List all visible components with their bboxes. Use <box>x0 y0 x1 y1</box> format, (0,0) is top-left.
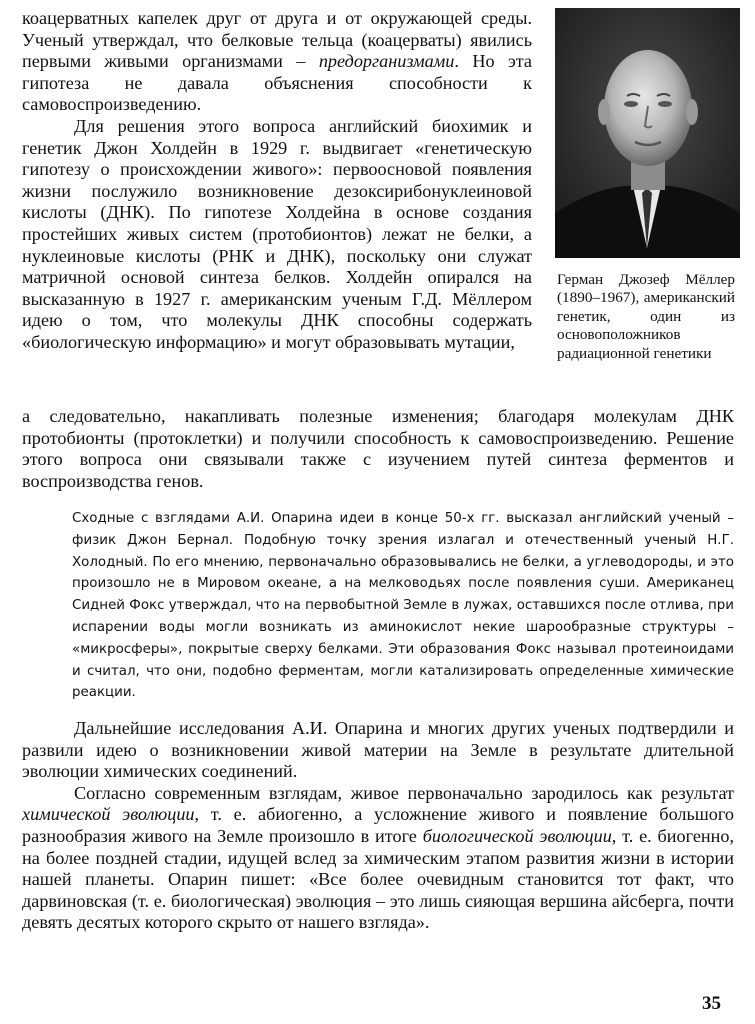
paragraph <box>22 783 734 934</box>
portrait-photo-icon <box>555 8 740 258</box>
portrait-photo <box>555 8 740 258</box>
sidebar-note <box>72 508 734 704</box>
sidebar-paragraph: Сходные с взглядами А.И. Опарина идеи в конце 50-х гг. высказал английский ученый – физик Джон Бернал. Подобную точку зрения излагал и отечественный ученый Н.Г. Холодный. По его мнению, первоначально образовывались не белки, а углеводороды, и это произошло не в Мировом океане, а на мелководьях после появления суши. Американец Сидней Фокс утверждал, что на первобытной Земле в лужах, оставшихся после отлива, при испарении воды могли возникать из аминокислот некие шарообразные структуры – «микросферы», покрытые сверху белками. Эти образования Фокс называл протеиноидами и считал, что они, подобно ферментам, могли катализировать определенные химические реакции. <box>72 511 734 701</box>
portrait-caption: Герман Джозеф Мёллер (1890–1967), американский генетик, один из основоположников радиационной генетики <box>557 271 735 362</box>
emphasis-text: химической эволюции <box>22 804 195 825</box>
paragraph-text: коацерватных капелек друг от друга и от окружающей среды. Ученый утверждал, что белковые тельца (коацерваты) явились первыми живыми организмами – <box>22 8 532 72</box>
paragraph-text: , т. е. биогенно, на более поздней стадии, идущей вслед за химическим этапом развития жизни в истории нашей планеты. Опарин пишет: «Все более очевидным становится тот факт, что дарвиновская (т. е. биологическая) эволюция – это лишь сияющая вершина айсберга, почти девять десятых которого скрыто от нашего взгляда». <box>22 825 735 933</box>
main-text-top <box>22 8 532 354</box>
paragraph: а следовательно, накапливать полезные изменения; благодаря молекулам ДНК протобионты (протоклетки) и получили способность к самовоспроизведению. Решение этого вопроса они связывали также с изучением путей синтеза ферментов и воспроизводства генов. <box>22 406 734 491</box>
paragraph <box>22 8 532 116</box>
paragraph: Дальнейшие исследования А.И. Опарина и многих других ученых подтвердили и развили идею о возникновении живой материи на Земле в результате длительной эволюции химических соединений. <box>22 718 734 782</box>
paragraph-text: Согласно современным взглядам, живое первоначально зародилось как результат <box>74 782 734 803</box>
paragraph-text: , т. е. абиогенно, а усложнение живого и появление большого разнообразия живого на Земле произошло в итоге <box>22 804 734 846</box>
main-text-bottom <box>22 718 734 934</box>
main-text-wide <box>22 406 734 492</box>
emphasis-text: предорганизмами <box>318 51 455 72</box>
paragraph: Для решения этого вопроса английский биохимик и генетик Джон Холдейн в 1929 г. выдвигает «генетическую гипотезу о происхождении живого»: первоосновой появления жизни послужило возникновение дезоксирибонуклеиновой кислоты (ДНК). По гипотезе Холдейна в основе создания простейших живых систем (протобионтов) лежат не белки, а нуклеиновые кислоты (РНК и ДНК), поскольку они служат матричной основой синтеза белков. Холдейн опирался на высказанную в 1927 г. американским ученым Г.Д. Мёллером идею о том, что молекулы ДНК способны содержать «биологическую информацию» и могут образовывать мутации, <box>22 115 532 352</box>
emphasis-text: биологической эволюции <box>422 825 612 846</box>
paragraph-text: . Но эта гипотеза не давала объяснения способности к самовоспроизведению. <box>22 51 533 115</box>
page-number: 35 <box>702 993 721 1014</box>
